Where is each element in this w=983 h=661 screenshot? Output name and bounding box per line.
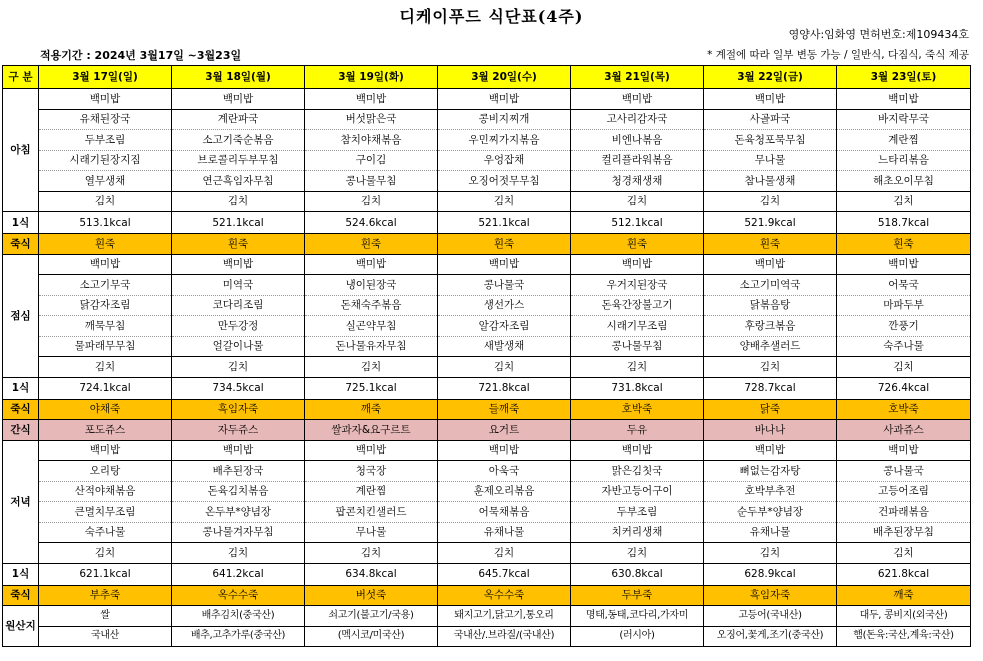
menu-row bbox=[3, 295, 971, 316]
day-header: 3월 21일(목) bbox=[571, 66, 704, 89]
menu-item: 냉이된장국 bbox=[305, 275, 438, 296]
day-header: 3월 22일(금) bbox=[704, 66, 837, 89]
porridge-label: 죽식 bbox=[3, 234, 39, 255]
origin-item: 대두, 콩비지(외국산) bbox=[837, 606, 971, 627]
menu-item: 팝콘치킨샐러드 bbox=[305, 502, 438, 523]
menu-item: 김치 bbox=[704, 191, 837, 212]
snack-item: 두유 bbox=[571, 420, 704, 441]
menu-item: 김치 bbox=[438, 543, 571, 564]
menu-row bbox=[3, 461, 971, 482]
origin-row bbox=[3, 606, 971, 627]
menu-item: 순두부*양념장 bbox=[704, 502, 837, 523]
porridge-row bbox=[3, 585, 971, 606]
menu-item: 김치 bbox=[39, 543, 172, 564]
kcal-value: 724.1kcal bbox=[39, 377, 172, 399]
menu-item: 우민찌가지볶음 bbox=[438, 130, 571, 151]
menu-item: 뼈없는감자탕 bbox=[704, 461, 837, 482]
snack-item: 사과쥬스 bbox=[837, 420, 971, 441]
day-header: 3월 23일(토) bbox=[837, 66, 971, 89]
kcal-value: 728.7kcal bbox=[704, 377, 837, 399]
menu-item: 계란파국 bbox=[172, 109, 305, 130]
menu-item: 소고기무국 bbox=[39, 275, 172, 296]
menu-item: 백미밥 bbox=[39, 254, 172, 275]
menu-item: 알감자조림 bbox=[438, 316, 571, 337]
porridge-row bbox=[3, 399, 971, 420]
porridge-item: 흰죽 bbox=[39, 234, 172, 255]
header-label: 구 분 bbox=[3, 66, 39, 89]
menu-item: 두부조림 bbox=[39, 130, 172, 151]
menu-item: 실곤약무침 bbox=[305, 316, 438, 337]
kcal-value: 512.1kcal bbox=[571, 212, 704, 234]
porridge-item: 야채죽 bbox=[39, 399, 172, 420]
porridge-item: 깨죽 bbox=[837, 585, 971, 606]
menu-item: 콩나물무침 bbox=[571, 336, 704, 357]
menu-item: 백미밥 bbox=[438, 89, 571, 110]
origin-item: 국내산/.브라질/(국내산) bbox=[438, 626, 571, 647]
kcal-value: 726.4kcal bbox=[837, 377, 971, 399]
menu-row bbox=[3, 543, 971, 564]
menu-item: 백미밥 bbox=[837, 89, 971, 110]
snack-item: 바나나 bbox=[704, 420, 837, 441]
menu-item: 백미밥 bbox=[571, 89, 704, 110]
menu-item: 김치 bbox=[39, 191, 172, 212]
kcal-value: 630.8kcal bbox=[571, 563, 704, 585]
menu-item: 백미밥 bbox=[39, 440, 172, 461]
menu-item: 브로콜리두부무침 bbox=[172, 150, 305, 171]
menu-item: 김치 bbox=[172, 357, 305, 378]
menu-item: 백미밥 bbox=[172, 440, 305, 461]
menu-item: 바지락무국 bbox=[837, 109, 971, 130]
kcal-value: 524.6kcal bbox=[305, 212, 438, 234]
menu-item: 시래기된장지짐 bbox=[39, 150, 172, 171]
menu-item: 참나물생채 bbox=[704, 171, 837, 192]
day-header: 3월 18일(월) bbox=[172, 66, 305, 89]
menu-row bbox=[3, 316, 971, 337]
kcal-value: 621.1kcal bbox=[39, 563, 172, 585]
menu-item: 비엔나볶음 bbox=[571, 130, 704, 151]
menu-item: 콩나물무침 bbox=[305, 171, 438, 192]
menu-item: 김치 bbox=[39, 357, 172, 378]
menu-item: 콩나물국 bbox=[837, 461, 971, 482]
menu-item: 고등어조림 bbox=[837, 481, 971, 502]
menu-item: 백미밥 bbox=[172, 89, 305, 110]
menu-row bbox=[3, 171, 971, 192]
menu-item: 느타리볶음 bbox=[837, 150, 971, 171]
origin-item: 햄(돈육:국산,계육:국산) bbox=[837, 626, 971, 647]
day-header: 3월 17일(일) bbox=[39, 66, 172, 89]
menu-row bbox=[3, 357, 971, 378]
menu-note: * 계절에 따라 일부 변동 가능 / 일반식, 다짐식, 죽식 제공 bbox=[707, 49, 969, 61]
menu-item: 콩나물국 bbox=[438, 275, 571, 296]
porridge-item: 흰죽 bbox=[837, 234, 971, 255]
menu-item: 건파래볶음 bbox=[837, 502, 971, 523]
menu-item: 소고기죽순볶음 bbox=[172, 130, 305, 151]
page-title: 디케이푸드 식단표(4주) bbox=[399, 7, 584, 26]
menu-item: 열무생채 bbox=[39, 171, 172, 192]
menu-item: 미역국 bbox=[172, 275, 305, 296]
menu-item: 백미밥 bbox=[305, 440, 438, 461]
menu-row bbox=[3, 336, 971, 357]
menu-item: 숙주나물 bbox=[39, 522, 172, 543]
menu-item: 고사리감자국 bbox=[571, 109, 704, 130]
menu-item: 코다리조림 bbox=[172, 295, 305, 316]
menu-item: 배추된장국 bbox=[172, 461, 305, 482]
menu-item: 청경채생채 bbox=[571, 171, 704, 192]
porridge-item: 옥수수죽 bbox=[438, 585, 571, 606]
menu-item: 김치 bbox=[571, 191, 704, 212]
origin-row bbox=[3, 626, 971, 647]
menu-item: 콩나물겨자무침 bbox=[172, 522, 305, 543]
kcal-value: 628.9kcal bbox=[704, 563, 837, 585]
menu-row bbox=[3, 109, 971, 130]
porridge-item: 부추죽 bbox=[39, 585, 172, 606]
menu-item: 김치 bbox=[438, 191, 571, 212]
menu-item: 훈제오리볶음 bbox=[438, 481, 571, 502]
origin-item: (멕시코/미국산) bbox=[305, 626, 438, 647]
day-header: 3월 20일(수) bbox=[438, 66, 571, 89]
menu-row bbox=[3, 130, 971, 151]
kcal-value: 513.1kcal bbox=[39, 212, 172, 234]
origin-item: 고등어(국내산) bbox=[704, 606, 837, 627]
kcal-row bbox=[3, 212, 971, 234]
menu-item: 시래기무조림 bbox=[571, 316, 704, 337]
snack-item: 포도쥬스 bbox=[39, 420, 172, 441]
porridge-item: 흰죽 bbox=[305, 234, 438, 255]
kcal-value: 734.5kcal bbox=[172, 377, 305, 399]
menu-item: 계란찜 bbox=[305, 481, 438, 502]
menu-item: 김치 bbox=[305, 543, 438, 564]
origin-item: 쇠고기(불고기/국용) bbox=[305, 606, 438, 627]
menu-row bbox=[3, 89, 971, 110]
menu-item: 깐풍기 bbox=[837, 316, 971, 337]
meal-label: 점심 bbox=[3, 254, 39, 377]
kcal-row bbox=[3, 377, 971, 399]
menu-item: 큰멸치무조림 bbox=[39, 502, 172, 523]
porridge-item: 흑임자죽 bbox=[172, 399, 305, 420]
menu-item: 무나물 bbox=[704, 150, 837, 171]
menu-item: 유채된장국 bbox=[39, 109, 172, 130]
meal-label: 아침 bbox=[3, 89, 39, 212]
menu-item: 백미밥 bbox=[704, 89, 837, 110]
day-header: 3월 19일(화) bbox=[305, 66, 438, 89]
menu-item: 돈육청포묵무침 bbox=[704, 130, 837, 151]
kcal-label: 1식 bbox=[3, 377, 39, 399]
menu-row bbox=[3, 440, 971, 461]
kcal-value: 725.1kcal bbox=[305, 377, 438, 399]
application-period: 적용기간 : 2024년 3월17일 ~3월23일 bbox=[40, 49, 242, 62]
menu-item: 우엉잡채 bbox=[438, 150, 571, 171]
kcal-row bbox=[3, 563, 971, 585]
menu-item: 김치 bbox=[172, 543, 305, 564]
menu-item: 온두부*양념장 bbox=[172, 502, 305, 523]
porridge-label: 죽식 bbox=[3, 585, 39, 606]
origin-item: 쌀 bbox=[39, 606, 172, 627]
menu-item: 생선가스 bbox=[438, 295, 571, 316]
kcal-value: 518.7kcal bbox=[837, 212, 971, 234]
origin-item: 국내산 bbox=[39, 626, 172, 647]
menu-item: 배추된장무침 bbox=[837, 522, 971, 543]
menu-item: 김치 bbox=[704, 357, 837, 378]
menu-item: 후랑크볶음 bbox=[704, 316, 837, 337]
origin-item: 배추,고추가루(중국산) bbox=[172, 626, 305, 647]
menu-item: 백미밥 bbox=[704, 254, 837, 275]
origin-item: (러시아) bbox=[571, 626, 704, 647]
origin-item: 오징어,꽃게,조기(중국산) bbox=[704, 626, 837, 647]
menu-item: 버섯맑은국 bbox=[305, 109, 438, 130]
menu-item: 양배추샐러드 bbox=[704, 336, 837, 357]
menu-item: 청국장 bbox=[305, 461, 438, 482]
menu-row bbox=[3, 481, 971, 502]
menu-item: 오리탕 bbox=[39, 461, 172, 482]
menu-item: 김치 bbox=[837, 191, 971, 212]
menu-item: 아욱국 bbox=[438, 461, 571, 482]
porridge-item: 호박죽 bbox=[837, 399, 971, 420]
header-row bbox=[3, 66, 971, 89]
menu-item: 맑은김칫국 bbox=[571, 461, 704, 482]
menu-item: 콩비지찌개 bbox=[438, 109, 571, 130]
snack-item: 자두쥬스 bbox=[172, 420, 305, 441]
porridge-item: 닭죽 bbox=[704, 399, 837, 420]
origin-item: 명태,동태,코다리,가자미 bbox=[571, 606, 704, 627]
menu-item: 백미밥 bbox=[305, 89, 438, 110]
snack-label: 간식 bbox=[3, 420, 39, 441]
menu-item: 김치 bbox=[438, 357, 571, 378]
origin-label: 원산지 bbox=[3, 606, 39, 647]
porridge-item: 옥수수죽 bbox=[172, 585, 305, 606]
menu-row bbox=[3, 522, 971, 543]
menu-item: 치커리생채 bbox=[571, 522, 704, 543]
menu-item: 김치 bbox=[172, 191, 305, 212]
menu-item: 두부조림 bbox=[571, 502, 704, 523]
menu-item: 구이김 bbox=[305, 150, 438, 171]
meal-label: 저녁 bbox=[3, 440, 39, 563]
kcal-value: 521.9kcal bbox=[704, 212, 837, 234]
menu-item: 유채나물 bbox=[704, 522, 837, 543]
menu-item: 돈육김치볶음 bbox=[172, 481, 305, 502]
kcal-value: 621.8kcal bbox=[837, 563, 971, 585]
menu-item: 백미밥 bbox=[438, 440, 571, 461]
menu-item: 돈육간장불고기 bbox=[571, 295, 704, 316]
menu-item: 백미밥 bbox=[571, 440, 704, 461]
kcal-value: 731.8kcal bbox=[571, 377, 704, 399]
porridge-item: 흰죽 bbox=[704, 234, 837, 255]
menu-item: 우거지된장국 bbox=[571, 275, 704, 296]
menu-row bbox=[3, 191, 971, 212]
porridge-item: 호박죽 bbox=[571, 399, 704, 420]
menu-row bbox=[3, 502, 971, 523]
snack-item: 쌀과자&요구르트 bbox=[305, 420, 438, 441]
menu-item: 계란찜 bbox=[837, 130, 971, 151]
porridge-label: 죽식 bbox=[3, 399, 39, 420]
kcal-label: 1식 bbox=[3, 212, 39, 234]
porridge-item: 흰죽 bbox=[438, 234, 571, 255]
menu-item: 닭감자조림 bbox=[39, 295, 172, 316]
menu-item: 무나물 bbox=[305, 522, 438, 543]
kcal-value: 634.8kcal bbox=[305, 563, 438, 585]
menu-item: 소고기미역국 bbox=[704, 275, 837, 296]
menu-item: 어묵채볶음 bbox=[438, 502, 571, 523]
menu-item: 깨묵무침 bbox=[39, 316, 172, 337]
menu-row bbox=[3, 150, 971, 171]
kcal-value: 721.8kcal bbox=[438, 377, 571, 399]
menu-item: 김치 bbox=[571, 357, 704, 378]
porridge-item: 두부죽 bbox=[571, 585, 704, 606]
kcal-value: 641.2kcal bbox=[172, 563, 305, 585]
porridge-item: 깨죽 bbox=[305, 399, 438, 420]
porridge-item: 버섯죽 bbox=[305, 585, 438, 606]
menu-item: 돈나물유자무침 bbox=[305, 336, 438, 357]
porridge-row bbox=[3, 234, 971, 255]
menu-item: 해초오이무침 bbox=[837, 171, 971, 192]
kcal-value: 521.1kcal bbox=[438, 212, 571, 234]
menu-item: 김치 bbox=[305, 357, 438, 378]
menu-item: 백미밥 bbox=[837, 440, 971, 461]
menu-row bbox=[3, 275, 971, 296]
snack-row bbox=[3, 420, 971, 441]
menu-item: 돈채숙주볶음 bbox=[305, 295, 438, 316]
menu-row bbox=[3, 254, 971, 275]
menu-item: 백미밥 bbox=[39, 89, 172, 110]
menu-item: 새발생채 bbox=[438, 336, 571, 357]
menu-item: 백미밥 bbox=[704, 440, 837, 461]
kcal-value: 521.1kcal bbox=[172, 212, 305, 234]
menu-item: 사골파국 bbox=[704, 109, 837, 130]
menu-item: 만두강정 bbox=[172, 316, 305, 337]
kcal-label: 1식 bbox=[3, 563, 39, 585]
menu-item: 유채나물 bbox=[438, 522, 571, 543]
porridge-item: 들깨죽 bbox=[438, 399, 571, 420]
menu-item: 닭볶음탕 bbox=[704, 295, 837, 316]
menu-item: 백미밥 bbox=[172, 254, 305, 275]
menu-item: 김치 bbox=[571, 543, 704, 564]
porridge-item: 흰죽 bbox=[172, 234, 305, 255]
menu-item: 숙주나물 bbox=[837, 336, 971, 357]
origin-item: 돼지고기,닭고기,통오리 bbox=[438, 606, 571, 627]
kcal-value: 645.7kcal bbox=[438, 563, 571, 585]
menu-item: 김치 bbox=[837, 543, 971, 564]
origin-item: 배추김치(중국산) bbox=[172, 606, 305, 627]
menu-item: 오징어젓무무침 bbox=[438, 171, 571, 192]
menu-item: 백미밥 bbox=[305, 254, 438, 275]
menu-item: 마파두부 bbox=[837, 295, 971, 316]
menu-item: 물파래무무침 bbox=[39, 336, 172, 357]
menu-item: 백미밥 bbox=[438, 254, 571, 275]
menu-item: 얼갈이나물 bbox=[172, 336, 305, 357]
menu-item: 김치 bbox=[704, 543, 837, 564]
menu-item: 참치야채볶음 bbox=[305, 130, 438, 151]
menu-item: 백미밥 bbox=[837, 254, 971, 275]
porridge-item: 흑임자죽 bbox=[704, 585, 837, 606]
porridge-item: 흰죽 bbox=[571, 234, 704, 255]
nutritionist-info: 영양사:임화영 면허번호:제109434호 bbox=[788, 28, 969, 41]
menu-item: 산적야채볶음 bbox=[39, 481, 172, 502]
menu-table bbox=[2, 65, 971, 647]
menu-item: 컬리플라워볶음 bbox=[571, 150, 704, 171]
menu-item: 어묵국 bbox=[837, 275, 971, 296]
menu-item: 자반고등어구이 bbox=[571, 481, 704, 502]
snack-item: 요거트 bbox=[438, 420, 571, 441]
menu-item: 김치 bbox=[305, 191, 438, 212]
menu-item: 연근흑임자무침 bbox=[172, 171, 305, 192]
menu-item: 김치 bbox=[837, 357, 971, 378]
menu-item: 백미밥 bbox=[571, 254, 704, 275]
menu-item: 호박부추전 bbox=[704, 481, 837, 502]
